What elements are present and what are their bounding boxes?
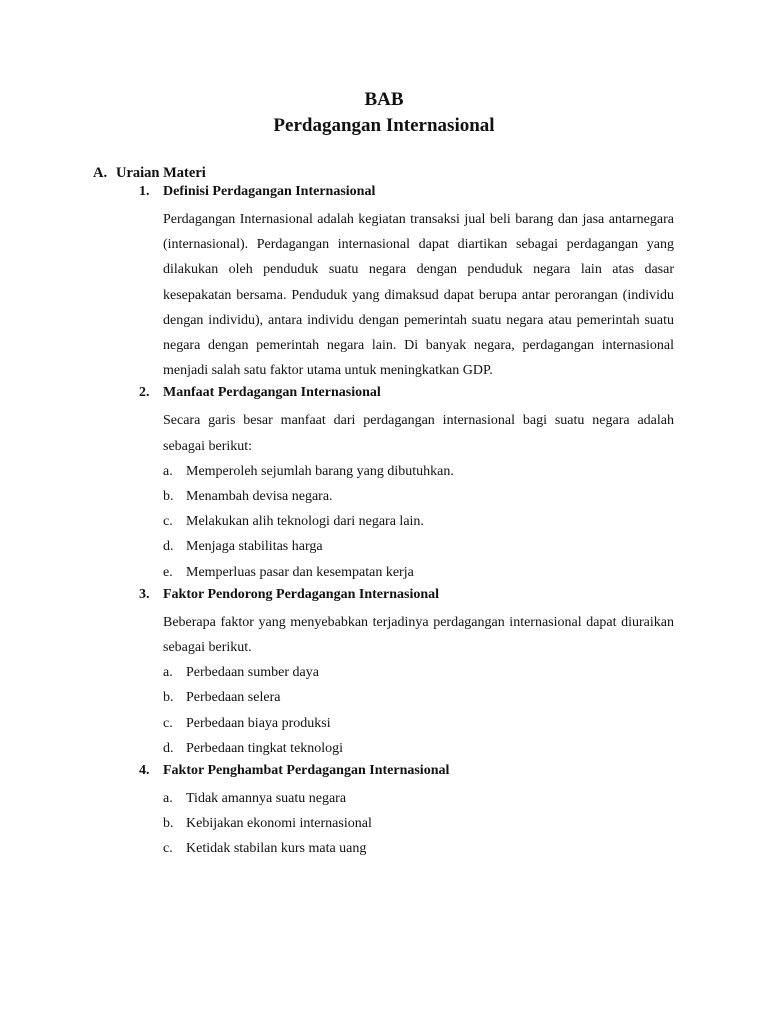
list-text: Menambah devisa negara. <box>186 489 333 505</box>
list-item <box>163 786 674 811</box>
item-heading <box>139 182 674 202</box>
list-text: Memperluas pasar dan kesempatan kerja <box>186 564 414 580</box>
list-letter: b. <box>163 489 174 505</box>
list-text: Memperoleh sejumlah barang yang dibutuhkan. <box>186 463 454 479</box>
section-title: Uraian Materi <box>116 165 206 181</box>
item-heading <box>139 585 674 605</box>
list-item <box>163 836 674 861</box>
list-text: Ketidak stabilan kurs mata uang <box>186 841 367 857</box>
item-heading <box>139 383 674 403</box>
list-text: Perbedaan sumber daya <box>186 665 319 681</box>
chapter-label: BAB <box>364 89 404 110</box>
list-letter: e. <box>163 564 173 580</box>
list-item <box>163 459 674 484</box>
list-item <box>163 736 674 761</box>
list-letter: d. <box>163 539 174 555</box>
list-item <box>163 711 674 736</box>
list-text: Perbedaan biaya produksi <box>186 715 331 731</box>
sub-list <box>163 786 674 862</box>
list-text: Tidak amannya suatu negara <box>186 790 347 806</box>
item-number: 1. <box>139 184 150 199</box>
item-title: Manfaat Perdagangan Internasional <box>163 385 381 401</box>
list-letter: c. <box>163 514 173 530</box>
item-title: Faktor Pendorong Perdagangan Internasional <box>163 586 440 602</box>
item-paragraph: Perdagangan Internasional adalah kegiatan transaksi jual beli barang dan jasa antarnegara (internasional). Perdagangan internasional dapat diartikan sebagai perdagangan yang dilakukan oleh penduduk suatu negara dengan penduduk negara lain atas dasar kesepakatan bersama. Penduduk yang dimaksud dapat berupa antar perorangan (individu dengan individu), antara individu dengan pemerintah suatu negara atau pemerintah suatu negara dengan pemerintah negara lain. Di banyak negara, perdagangan internasional menjadi salah satu faktor utama untuk meningkatkan GDP. <box>163 212 674 379</box>
section-heading <box>93 163 206 183</box>
list-item <box>163 534 674 559</box>
list-letter: a. <box>163 790 173 806</box>
list-letter: d. <box>163 740 174 756</box>
list-item <box>163 811 674 836</box>
list-letter: b. <box>163 816 174 832</box>
list-item <box>163 509 674 534</box>
sub-list <box>163 660 674 761</box>
item-faktor-pendorong <box>139 585 674 761</box>
section-letter: A. <box>93 165 108 181</box>
list-letter: a. <box>163 463 173 479</box>
section-content <box>139 182 674 861</box>
chapter-title: Perdagangan Internasional <box>273 115 495 136</box>
list-text: Menjaga stabilitas harga <box>186 539 323 555</box>
list-text: Melakukan alih teknologi dari negara lain. <box>186 514 424 530</box>
item-number: 2. <box>139 385 150 401</box>
item-number: 4. <box>139 762 150 778</box>
list-text: Kebijakan ekonomi internasional <box>186 816 372 832</box>
item-definisi <box>139 182 674 383</box>
list-item <box>163 560 674 585</box>
item-title: Definisi Perdagangan Internasional <box>163 184 376 199</box>
list-letter: b. <box>163 690 174 706</box>
list-item <box>163 660 674 685</box>
item-title: Faktor Penghambat Perdagangan Internasional <box>163 762 450 778</box>
list-text: Perbedaan selera <box>186 690 281 706</box>
list-letter: c. <box>163 715 173 731</box>
item-faktor-penghambat <box>139 761 674 862</box>
item-number: 3. <box>139 586 150 602</box>
item-heading <box>139 761 674 781</box>
list-item <box>163 685 674 710</box>
item-paragraph: Beberapa faktor yang menyebabkan terjadinya perdagangan internasional dapat diuraikan sebagai berikut. <box>163 614 674 655</box>
list-letter: a. <box>163 665 173 681</box>
item-manfaat <box>139 383 674 584</box>
list-letter: c. <box>163 841 173 857</box>
list-text: Perbedaan tingkat teknologi <box>186 740 344 756</box>
list-item <box>163 484 674 509</box>
item-paragraph: Secara garis besar manfaat dari perdagangan internasional bagi suatu negara adalah sebagai berikut: <box>163 413 674 454</box>
sub-list <box>163 459 674 585</box>
